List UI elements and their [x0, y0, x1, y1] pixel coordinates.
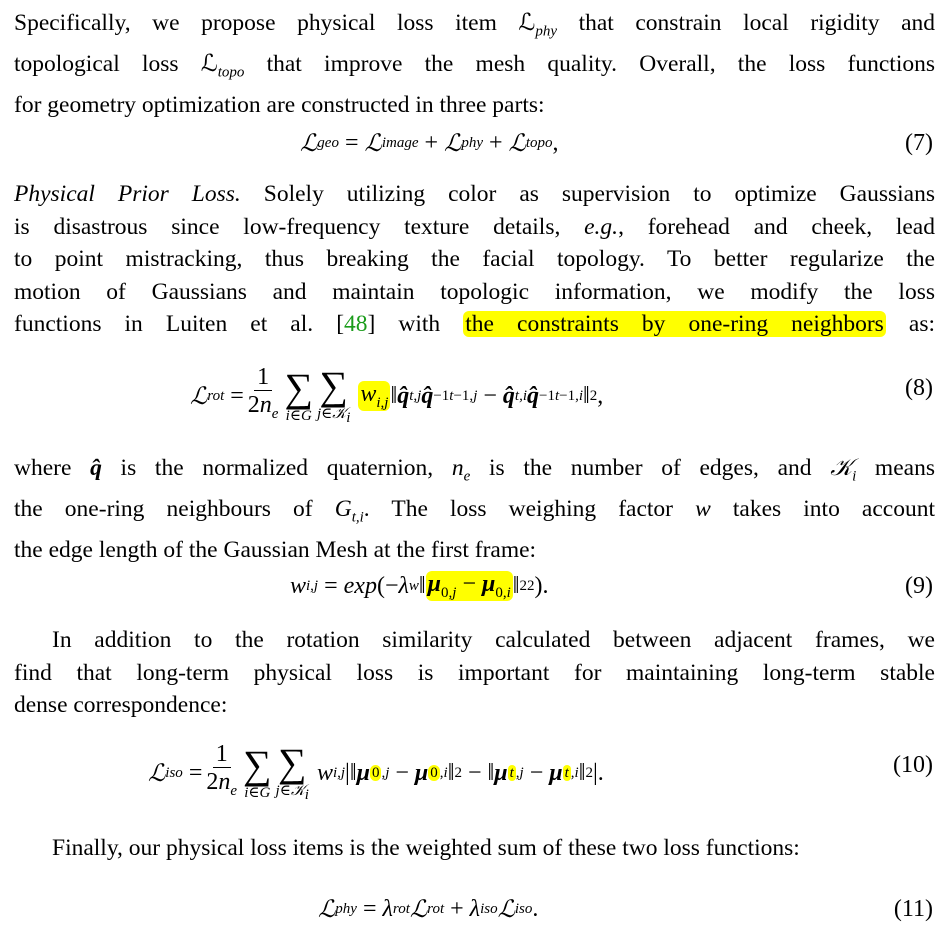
text-line: find that long-term physical loss is important for maintaining long-term stable [14, 659, 935, 686]
text-line: Finally, our physical loss items is the weighted sum of these two loss functions: [52, 835, 800, 861]
equation-number: (9) [905, 572, 933, 599]
paragraph-intro [14, 7, 935, 122]
highlighted-text: the constraints by one-ring neighbors [465, 311, 884, 337]
equation-number: (8) [905, 374, 933, 401]
text-line: Physical Prior Loss. Solely utilizing color as supervision to optimize Gaussians [14, 181, 935, 207]
equation-number: (11) [893, 895, 933, 922]
text-line: functions in Luiten et al. [48] with the constraints by one-ring neighbors as: [14, 311, 935, 337]
text-line: where q̂ is the normalized quaternion, $n_e$ is the number of edges, and 𝒦$_i$ means [14, 455, 935, 485]
equation-10 [0, 735, 943, 811]
equation-10-body: ℒ iso = $\frac{1}{2n_e}$ ∑ i∈G ∑ j∈𝒦$_i$ w i,j |‖ μ 0 ,j − μ 0 ,i ‖ 2 − ‖ μ t ,j − μ t ,i ‖ 2 |. [148, 740, 604, 803]
paragraph-long-term [14, 624, 935, 722]
text-line: the one-ring neighbours of $G_{t,i}$. The loss weighing factor w takes into account [14, 496, 935, 526]
equation-11 [0, 882, 943, 936]
citation-link[interactable]: 48 [344, 311, 368, 337]
equation-9-body: w i,j = exp (− λ w ‖ $\mu_{0,j} - \mu_{0,i}$ ‖ 2 2 ). [290, 570, 549, 601]
equation-8-body: ℒ rot = $\frac{1}{2n_e}$ ∑ i∈G ∑ j∈𝒦$_i$ $w_{i,j}$ ‖ q̂ t,j q̂ −1 t−1,j − q̂ t,i q̂ −1 t−1,i ‖ 2 , [190, 363, 604, 426]
text-line: In addition to the rotation similarity calculated between adjacent frames, we [52, 627, 935, 653]
paragraph-finally [14, 832, 935, 865]
text-line: motion of Gaussians and maintain topologic information, we modify the loss [14, 278, 935, 305]
text-line: the edge length of the Gaussian Mesh at the first frame: [14, 537, 537, 564]
equation-9 [0, 556, 943, 616]
equation-number: (7) [905, 129, 933, 156]
section-lead: Physical Prior Loss. [14, 181, 241, 207]
paragraph-where [14, 452, 935, 567]
text-line: topological loss ℒ$_{topo}$ that improve the mesh quality. Overall, the loss functions [14, 51, 935, 81]
text-line: to point mistracking, thus breaking the facial topology. To better regularize the [14, 246, 935, 272]
equation-7-body: ℒ geo = ℒ image + ℒ phy + ℒ topo , [300, 129, 559, 157]
equation-11-body: ℒ phy = λ rot ℒ rot + λ iso ℒ iso . [318, 895, 539, 923]
text-line: is disastrous since low-frequency texture details, e.g., forehead and cheek, lead [14, 213, 935, 240]
equation-8 [0, 358, 943, 434]
text-line: Specifically, we propose physical loss item ℒ$_{phy}$ that constrain local rigidity and [14, 10, 935, 40]
paragraph-physical-prior [14, 178, 935, 341]
equation-number: (10) [893, 751, 933, 778]
text-line: dense correspondence: [14, 692, 228, 718]
text-line: for geometry optimization are constructed in three parts: [14, 92, 545, 119]
equation-7 [0, 113, 943, 173]
